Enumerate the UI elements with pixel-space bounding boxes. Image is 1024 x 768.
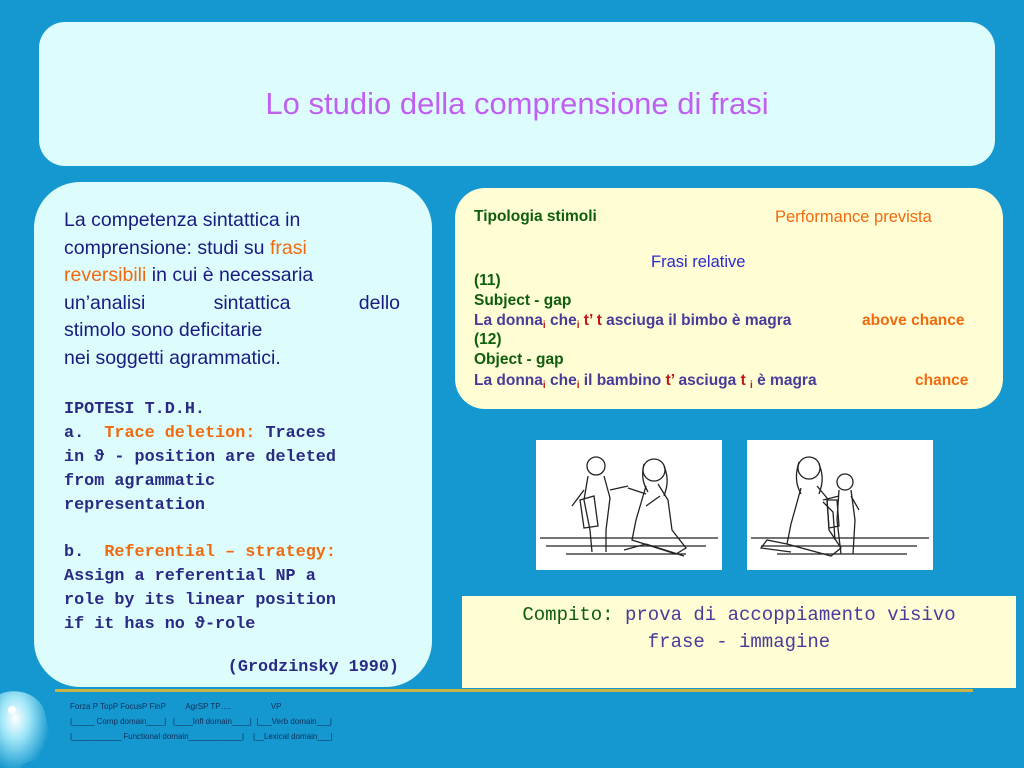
line-drawing-1 [536,440,722,570]
example-11-type: Subject - gap [474,292,572,309]
picture-woman-dries-child [536,440,722,570]
index-sub: i [576,380,580,391]
intro-text: comprensione: studi su [64,236,270,259]
example-12-sentence [474,372,817,391]
hypothesis-a-line-1 [64,422,404,446]
sentence-part: il bambino [579,372,666,389]
sentence-part: La donna [474,312,543,329]
index-sub: i [542,380,546,391]
sentence-part: asciuga il bimbo è magra [601,312,792,329]
sentence-part: La donna [474,372,543,389]
line-drawing-2 [747,440,933,570]
task-label: Compito: [522,604,614,626]
footer-line-1: Forza P TopP FocusP FinP AgrSP TP…. VP [70,702,282,711]
task-line-2: frase - immagine [647,631,831,653]
footer-divider [55,689,973,692]
hypothesis-a-line-2: in ϑ - position are deleted [64,448,336,467]
intro-paragraph [64,207,400,372]
item-text: Traces [265,424,326,443]
intro-line-1: La competenza sintattica in [64,209,301,231]
intro-text: in cui è necessaria [146,264,314,286]
picture-child-dries-woman [747,440,933,570]
example-11-sentence [474,312,791,331]
index-sub: i [750,380,753,391]
trace-mark: t’ t [583,312,602,329]
intro-line-3 [64,262,400,290]
col-header-stimuli: Tipologia stimoli [474,208,597,225]
title-panel [39,22,995,166]
sentence-part: asciuga [674,372,741,389]
hypothesis-b-line-2: Assign a referential NP a [64,567,316,586]
sentence-part: è magra [752,372,817,389]
highlight-reversibili: reversibili [64,264,147,286]
trace-deletion-term: Trace deletion: [104,424,256,443]
footer-line-3: |___________ Functional domain____________| |__Lexical domain___| [70,732,333,741]
hypothesis-b-line-4: if it has no ϑ-role [64,615,256,634]
footer-line-2: |_____ Comp domain____| |____Infl domain____| |___Verb domain___| [70,717,332,726]
hypothesis-b-line-3: role by its linear position [64,591,336,610]
referential-strategy-term: Referential – strategy: [104,543,336,562]
intro-line-2 [64,235,400,263]
task-text-1: prova di accoppiamento visivo [624,604,956,626]
intro-line-4: un’analisi sintattica dello [64,291,400,314]
task-panel [462,596,1016,688]
sentence-part: che [545,312,577,329]
hypothesis-a [64,398,404,518]
index-sub: i [576,320,580,331]
section-title: Frasi relative [651,253,746,271]
hypothesis-b-line-1 [64,541,404,565]
example-12-performance: chance [915,372,969,389]
brain-head-icon [0,688,56,768]
hypothesis-a-line-4: representation [64,496,205,515]
hypothesis-a-line-3: from agrammatic [64,472,216,491]
item-label: b. [64,543,85,562]
trace-mark: t [740,372,746,389]
example-12-type: Object - gap [474,351,564,368]
index-sub: i [542,320,546,331]
intro-line-5: stimolo sono deficitarie [64,319,263,341]
highlight-frasi: frasi [269,236,307,259]
col-header-performance: Performance prevista [775,208,932,226]
hypothesis-b [64,541,404,637]
example-11-number: (11) [474,272,501,289]
sentence-part: che [545,372,577,389]
stimuli-panel [455,188,1003,409]
intro-line-6: nei soggetti agrammatici. [64,346,281,369]
trace-mark: t’ [665,372,675,389]
citation: (Grodzinsky 1990) [227,658,399,677]
example-12-number: (12) [474,331,502,348]
hypothesis-panel [34,182,432,687]
item-label: a. [64,424,85,443]
slide-title: Lo studio della comprensione di frasi [265,86,769,121]
example-11-performance: above chance [862,312,965,329]
task-line-1 [462,602,1016,629]
hypothesis-title: IPOTESI T.D.H. [64,400,205,419]
